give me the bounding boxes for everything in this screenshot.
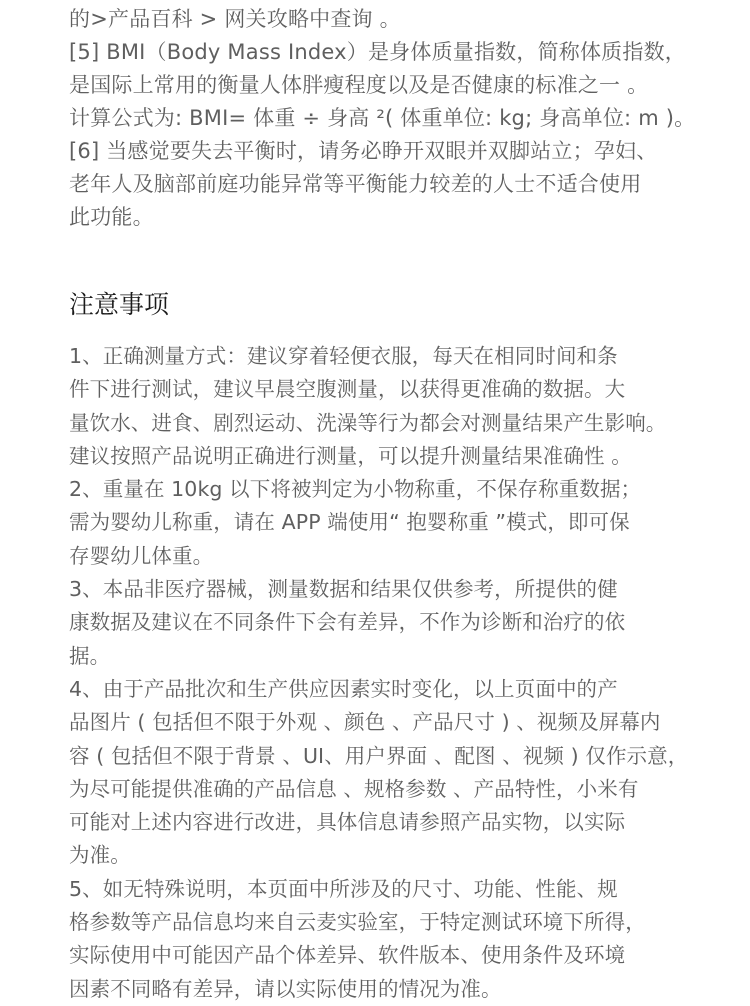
notice-line: 5、如无特殊说明，本页面中所涉及的尺寸、功能、性能、规 — [69, 876, 618, 901]
footnote-line: 此功能。 — [69, 205, 154, 229]
notice-line: 存婴幼儿体重。 — [69, 543, 214, 568]
notice-line: 容 ( 包括但不限于背景 、UI、用户界面 、配图 、视频 ) 仅作示意， — [69, 743, 689, 768]
footnote-line: 老年人及脑部前庭功能异常等平衡能力较差的人士不适合使用 — [69, 172, 642, 196]
notice-line: 据。 — [69, 643, 111, 668]
notice-line: 为尽可能提供准确的产品信息 、规格参数 、产品特性，小米有 — [69, 776, 639, 801]
notice-line: 件下进行测试，建议早晨空腹测量，以获得更准确的数据。大 — [69, 377, 626, 402]
notice-line: 可能对上述内容进行改进，具体信息请参照产品实物，以实际 — [69, 810, 626, 835]
footnote-line: [6] 当感觉要失去平衡时，请务必睁开双眼并双脚站立；孕妇、 — [69, 139, 658, 163]
notice-list — [69, 340, 719, 1006]
notice-line: 实际使用中可能因产品个体差异、软件版本、使用条件及环境 — [69, 943, 626, 968]
notice-line: 量饮水、进食、剧烈运动、洗澡等行为都会对测量结果产生影响。 — [69, 410, 667, 435]
notice-line: 建议按照产品说明正确进行测量，可以提升测量结果准确性 。 — [69, 443, 632, 468]
notice-line: 为准。 — [69, 843, 131, 868]
section-title: 注意事项 — [69, 290, 170, 319]
footnote-line: 计算公式为: BMI= 体重 ÷ 身高 ²( 体重单位: kg; 身高单位: m )。 — [69, 106, 696, 130]
notice-line: 康数据及建议在不同条件下会有差异，不作为诊断和治疗的依 — [69, 610, 626, 635]
notice-line: 因素不同略有差异，请以实际使用的情况为准。 — [69, 976, 502, 1001]
footnote-line: [5] BMI（Body Mass Index）是身体质量指数，简称体质指数， — [69, 40, 686, 64]
notice-line: 4、由于产品批次和生产供应因素实时变化，以上页面中的产 — [69, 676, 618, 701]
notice-line: 2、重量在 10kg 以下将被判定为小物称重，不保存称重数据； — [69, 477, 642, 502]
notice-line: 1、正确测量方式：建议穿着轻便衣服，每天在相同时间和条 — [69, 344, 618, 368]
footnote-line: 是国际上常用的衡量人体胖瘦程度以及是否健康的标准之一 。 — [69, 73, 649, 97]
notice-line: 品图片 ( 包括但不限于外观 、颜色 、产品尺寸 ) 、视频及屏幕内 — [69, 710, 661, 735]
footnotes — [69, 3, 719, 234]
notice-line: 3、本品非医疗器械，测量数据和结果仅供参考，所提供的健 — [69, 577, 618, 602]
notice-line: 需为婴幼儿称重，请在 APP 端使用“ 抱婴称重 ”模式，即可保 — [69, 510, 630, 535]
notice-line: 格参数等产品信息均来自云麦实验室，于特定测试环境下所得， — [69, 910, 646, 935]
footnote-line: 的>产品百科 > 网关攻略中查询 。 — [69, 7, 401, 31]
